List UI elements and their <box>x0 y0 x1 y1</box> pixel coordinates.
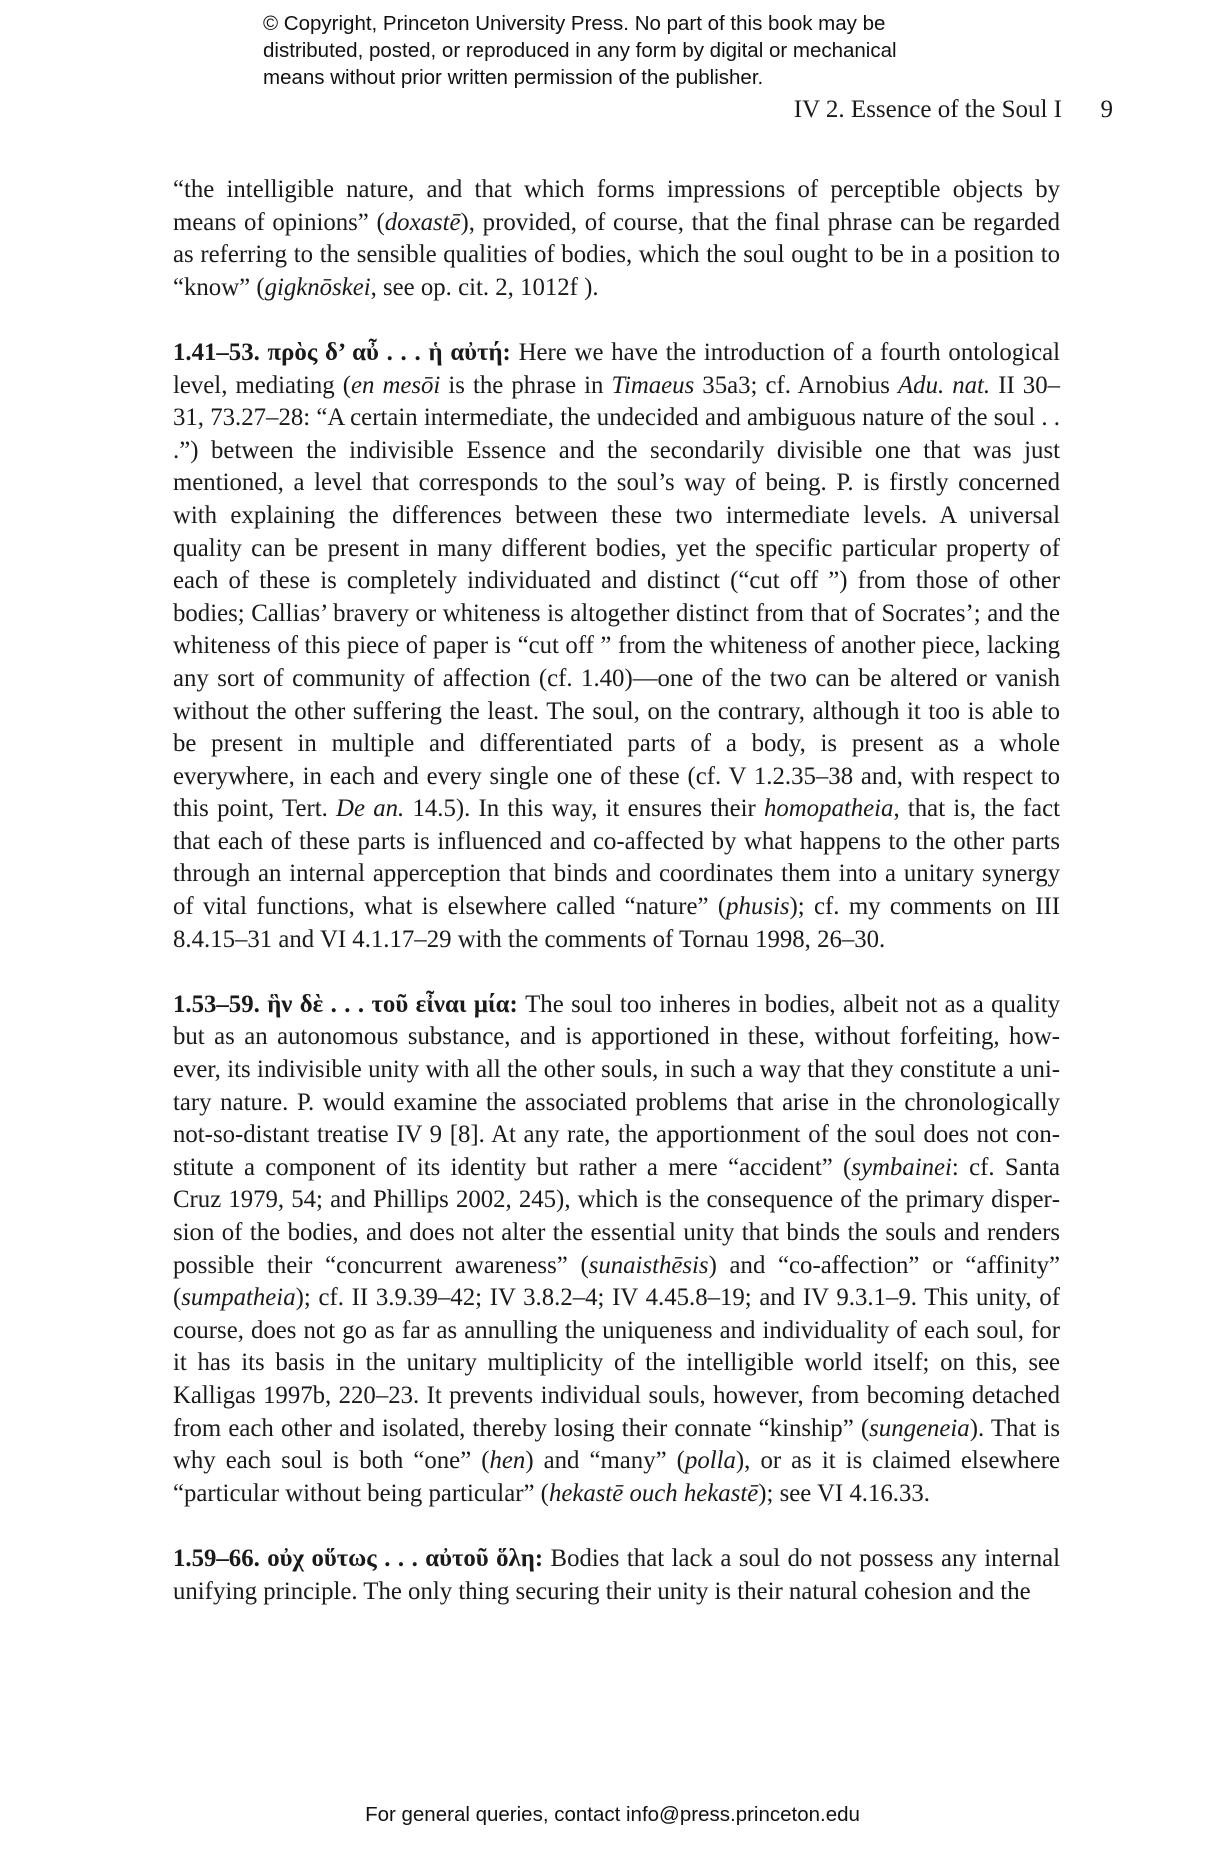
contact-footer: For general queries, contact info@press.princeton.edu <box>365 1803 860 1826</box>
italic-term: sumpatheia <box>181 1284 296 1312</box>
commentary-body <box>173 174 1060 1641</box>
lemma-reference: 1.41–53. πρὸς δ’ αὖ . . . ἡ αὐτή: <box>173 338 511 366</box>
text-run: , that is, the fact that each of these parts is influenced and co-affected by what happens to the other parts through an internal apperception that binds and coordinates them into a unitary synergy of vital functions, what is elsewhere called “nature” ( <box>173 795 1060 921</box>
commentary-paragraph <box>173 174 1060 304</box>
italic-term: symbainei <box>851 1153 952 1181</box>
italic-term: polla <box>684 1447 736 1475</box>
text-run: ); cf. my comments on III 8.4.15–31 and VI 4.1.17–29 with the comments of Tornau 1998, 26–30. <box>173 893 1060 953</box>
italic-term: Adu. nat. <box>898 371 991 399</box>
text-run: ), or as it is claimed elsewhere “particular without being particular” ( <box>173 1447 1060 1507</box>
commentary-paragraph <box>173 337 1060 956</box>
copyright-notice: © Copyright, Princeton University Press. No part of this book may be distributed, posted, or reproduced in any form by digital or mechanical means without prior written permission of the publisher. <box>263 12 897 89</box>
lemma-reference: 1.53–59. ἣν δὲ . . . τοῦ εἶναι μία: <box>173 990 518 1018</box>
text-run: ). That is why each soul is both “one” ( <box>173 1414 1060 1475</box>
text-run: 35a3; cf. Arnobius <box>694 371 899 399</box>
italic-term: gigknōskei <box>264 273 371 301</box>
page-number: 9 <box>1100 96 1113 123</box>
text-run: : cf. Santa Cruz 1979, 54; and Phillips 2002, 245), which is the consequence of the primary dispersion of the bodies, and does not alter the essential unity that binds the souls and renders possible their “concurrent awareness” ( <box>173 1153 1060 1279</box>
running-title: IV 2. Essence of the Soul I <box>793 96 1062 123</box>
commentary-paragraph <box>173 989 1060 1511</box>
text-run: ) and “many” ( <box>525 1447 685 1475</box>
text-run: ); cf. II 3.9.39–42; IV 3.8.2–4; IV 4.45.8–19; and IV 9.3.1–9. This unity, of course, does not go as far as annulling the uniqueness and individuality of each soul, for it has its basis in the unitary multiplicity of the intelligible world itself; on this, see Kalligas 1997b, 220–23. It prevents individual souls, however, from becoming detached from each other and isolated, thereby losing their connate “kinship” ( <box>173 1284 1060 1442</box>
italic-term: hekastē ouch hekastē <box>548 1479 759 1507</box>
italic-term: hen <box>489 1447 526 1475</box>
italic-term: phusis <box>726 893 790 921</box>
text-run: ) and “co-affection” or “affinity” ( <box>173 1251 1060 1312</box>
text-run: “the intelligible nature, and that which forms impressions of perceptible objects by means of opinions” ( <box>173 176 1060 236</box>
text-run: ), provided, of course, that the final phrase can be regarded as referring to the sensible qualities of bodies, which the soul ought to be in a position to “know” ( <box>173 208 1060 301</box>
running-head <box>0 96 1225 128</box>
italic-term: sungeneia <box>869 1414 970 1442</box>
text-run: The soul too inheres in bodies, albeit not as a quality but as an autonomous substance, and is apportioned in these, without forfeiting, however, its indivisible unity with all the other souls, in such a way that they constitute a unitary nature. P. would examine the associated problems that arise in the chronologically not-so-distant treatise IV 9 [8]. At any rate, the apportionment of the soul does not constitute a component of its identity but rather a mere “accident” ( <box>173 990 1060 1181</box>
text-run: , see op. cit. 2, 1012f ). <box>370 273 599 301</box>
commentary-paragraph <box>173 1543 1060 1608</box>
italic-term: homopatheia <box>763 795 894 823</box>
text-run: is the phrase in <box>440 371 612 399</box>
italic-term: De an. <box>336 795 405 823</box>
italic-term: sunaisthēsis <box>588 1251 709 1279</box>
text-run: Here we have the introduction of a fourth ontological level, mediating ( <box>173 338 1060 399</box>
text-run: Bodies that lack a soul do not possess any internal unifying principle. The only thing securing their unity is their natural cohesion and the <box>173 1544 1060 1605</box>
lemma-reference: 1.59–66. οὐχ οὕτως . . . αὐτοῦ ὅλη: <box>173 1544 544 1572</box>
italic-term: en mesōi <box>350 371 441 399</box>
italic-term: Timaeus <box>611 371 695 399</box>
text-run: 14.5). In this way, it ensures their <box>404 795 764 823</box>
italic-term: doxastē <box>384 208 461 236</box>
text-run: II 30–31, 73.27–28: “A certain intermediate, the undecided and ambiguous nature of the soul . . .”) between the indivisible Essence and the secondarily divisible one that was just mentioned, a level that corresponds to the soul’s way of being. P. is firstly concerned with explaining the differences between these two intermediate levels. A universal quality can be present in many different bodies, yet the specific particular property of each of these is completely individuated and distinct (“cut off ”) from those of other bodies; Callias’ bravery or whiteness is altogether distinct from that of Socrates’; and the whiteness of this piece of paper is “cut off ” from the whiteness of another piece, lacking any sort of community of affection (cf. 1.40)—one of the two can be altered or vanish without the other suffering the least. The soul, on the contrary, although it too is able to be present in multiple and differentiated parts of a body, is present as a whole everywhere, in each and every single one of these (cf. V 1.2.35–38 and, with respect to this point, Tert. <box>173 371 1061 823</box>
text-run: ); see VI 4.16.33. <box>758 1479 930 1507</box>
